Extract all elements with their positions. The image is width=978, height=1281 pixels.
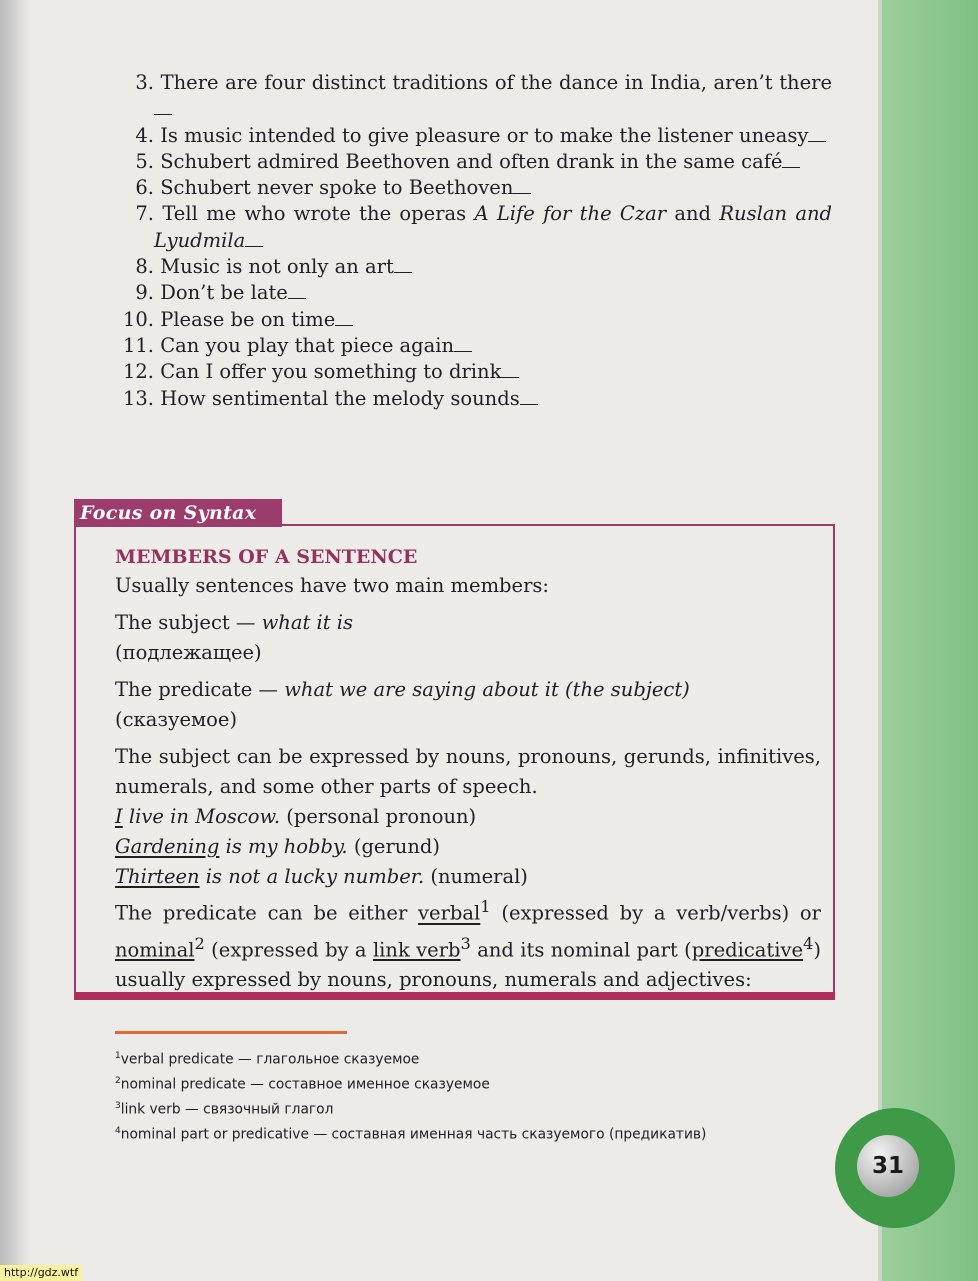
subject-russian: (подлежащее) <box>115 641 262 664</box>
list-item <box>120 333 832 359</box>
predicate-russian: (сказуемое) <box>115 708 238 731</box>
list-item <box>120 201 832 254</box>
example-pronoun: I live in Moscow. (personal pronoun) <box>115 805 477 828</box>
item-text: Don’t be late <box>154 280 832 306</box>
item-text: Schubert never spoke to Beethoven <box>154 175 832 201</box>
list-item <box>120 70 832 123</box>
item-number: 7. <box>135 202 154 226</box>
page-shadow <box>0 0 30 1281</box>
predicate-types-text: The predicate can be either verbal$^1$ (expressed by a verb/verbs) or nominal$^2$ (expressed by a link verb$^3$ and its nominal part (predicative$^4$) usually expressed by nouns, pronouns, numerals and adjectives: <box>115 897 821 991</box>
list-item <box>120 307 832 333</box>
footnote-item: $^1$verbal predicate — глагольное сказуемое <box>115 1051 420 1068</box>
item-text: Can you play that piece again <box>154 333 832 359</box>
predicate-definition: The predicate — what we are saying about it (the subject) <box>115 678 690 701</box>
item-number: 3. <box>135 71 154 94</box>
item-text: Music is not only an art <box>154 254 832 280</box>
item-text: Tell me who wrote the operas A Life for the Czar and Ruslan and Lyudmila <box>154 202 832 252</box>
list-item <box>120 175 832 201</box>
exercise-list <box>120 70 832 412</box>
footnote-item: $^3$link verb — связочный глагол <box>115 1101 334 1118</box>
item-number: 10. <box>122 307 154 331</box>
syntax-content <box>115 543 821 995</box>
list-item <box>120 359 832 385</box>
list-item <box>120 123 832 149</box>
item-number: 12. <box>122 360 154 384</box>
item-text: Is music intended to give pleasure or to make the listener uneasy <box>154 123 832 149</box>
footnote-item: $^4$nominal part or predicative — составная именная часть сказуемого (предикатив) <box>115 1126 707 1143</box>
section-heading: MEMBERS OF A SENTENCE <box>115 546 418 568</box>
example-gerund: Gardening is my hobby. (gerund) <box>115 835 440 858</box>
footnote-item: $^2$nominal predicate — составное именное сказуемое <box>115 1076 490 1093</box>
list-item <box>120 280 832 306</box>
list-item <box>120 254 832 280</box>
item-number: 8. <box>135 255 154 279</box>
intro-text: Usually sentences have two main members: <box>115 574 549 597</box>
subject-expression-text: The subject can be expressed by nouns, pronouns, gerunds, infinitives, numerals, and some other parts of speech. <box>115 745 821 798</box>
item-number: 9. <box>135 281 154 305</box>
item-text: There are four distinct traditions of the dance in India, aren’t there <box>154 70 832 123</box>
footnote-divider <box>115 1031 347 1034</box>
item-number: 6. <box>135 176 154 200</box>
subject-definition: The subject — what it is <box>115 611 354 634</box>
item-text: Can I offer you something to drink <box>154 359 832 385</box>
item-number: 5. <box>135 149 154 173</box>
green-margin-strip <box>882 0 978 1281</box>
item-number: 11. <box>122 333 154 357</box>
item-number: 13. <box>122 386 154 410</box>
list-item <box>120 149 832 175</box>
watermark-link[interactable]: http://gdz.wtf <box>0 1265 82 1281</box>
item-text: Please be on time <box>154 307 832 333</box>
item-text: Schubert admired Beethoven and often drank in the same café <box>154 149 832 175</box>
footnotes <box>115 1046 706 1146</box>
example-numeral: Thirteen is not a lucky number. (numeral) <box>115 865 528 888</box>
page-number: 31 <box>857 1135 919 1197</box>
list-item <box>120 386 832 412</box>
focus-on-syntax-tab: Focus on Syntax <box>74 499 282 527</box>
item-number: 4. <box>135 123 154 147</box>
item-text: How sentimental the melody sounds <box>154 386 832 412</box>
